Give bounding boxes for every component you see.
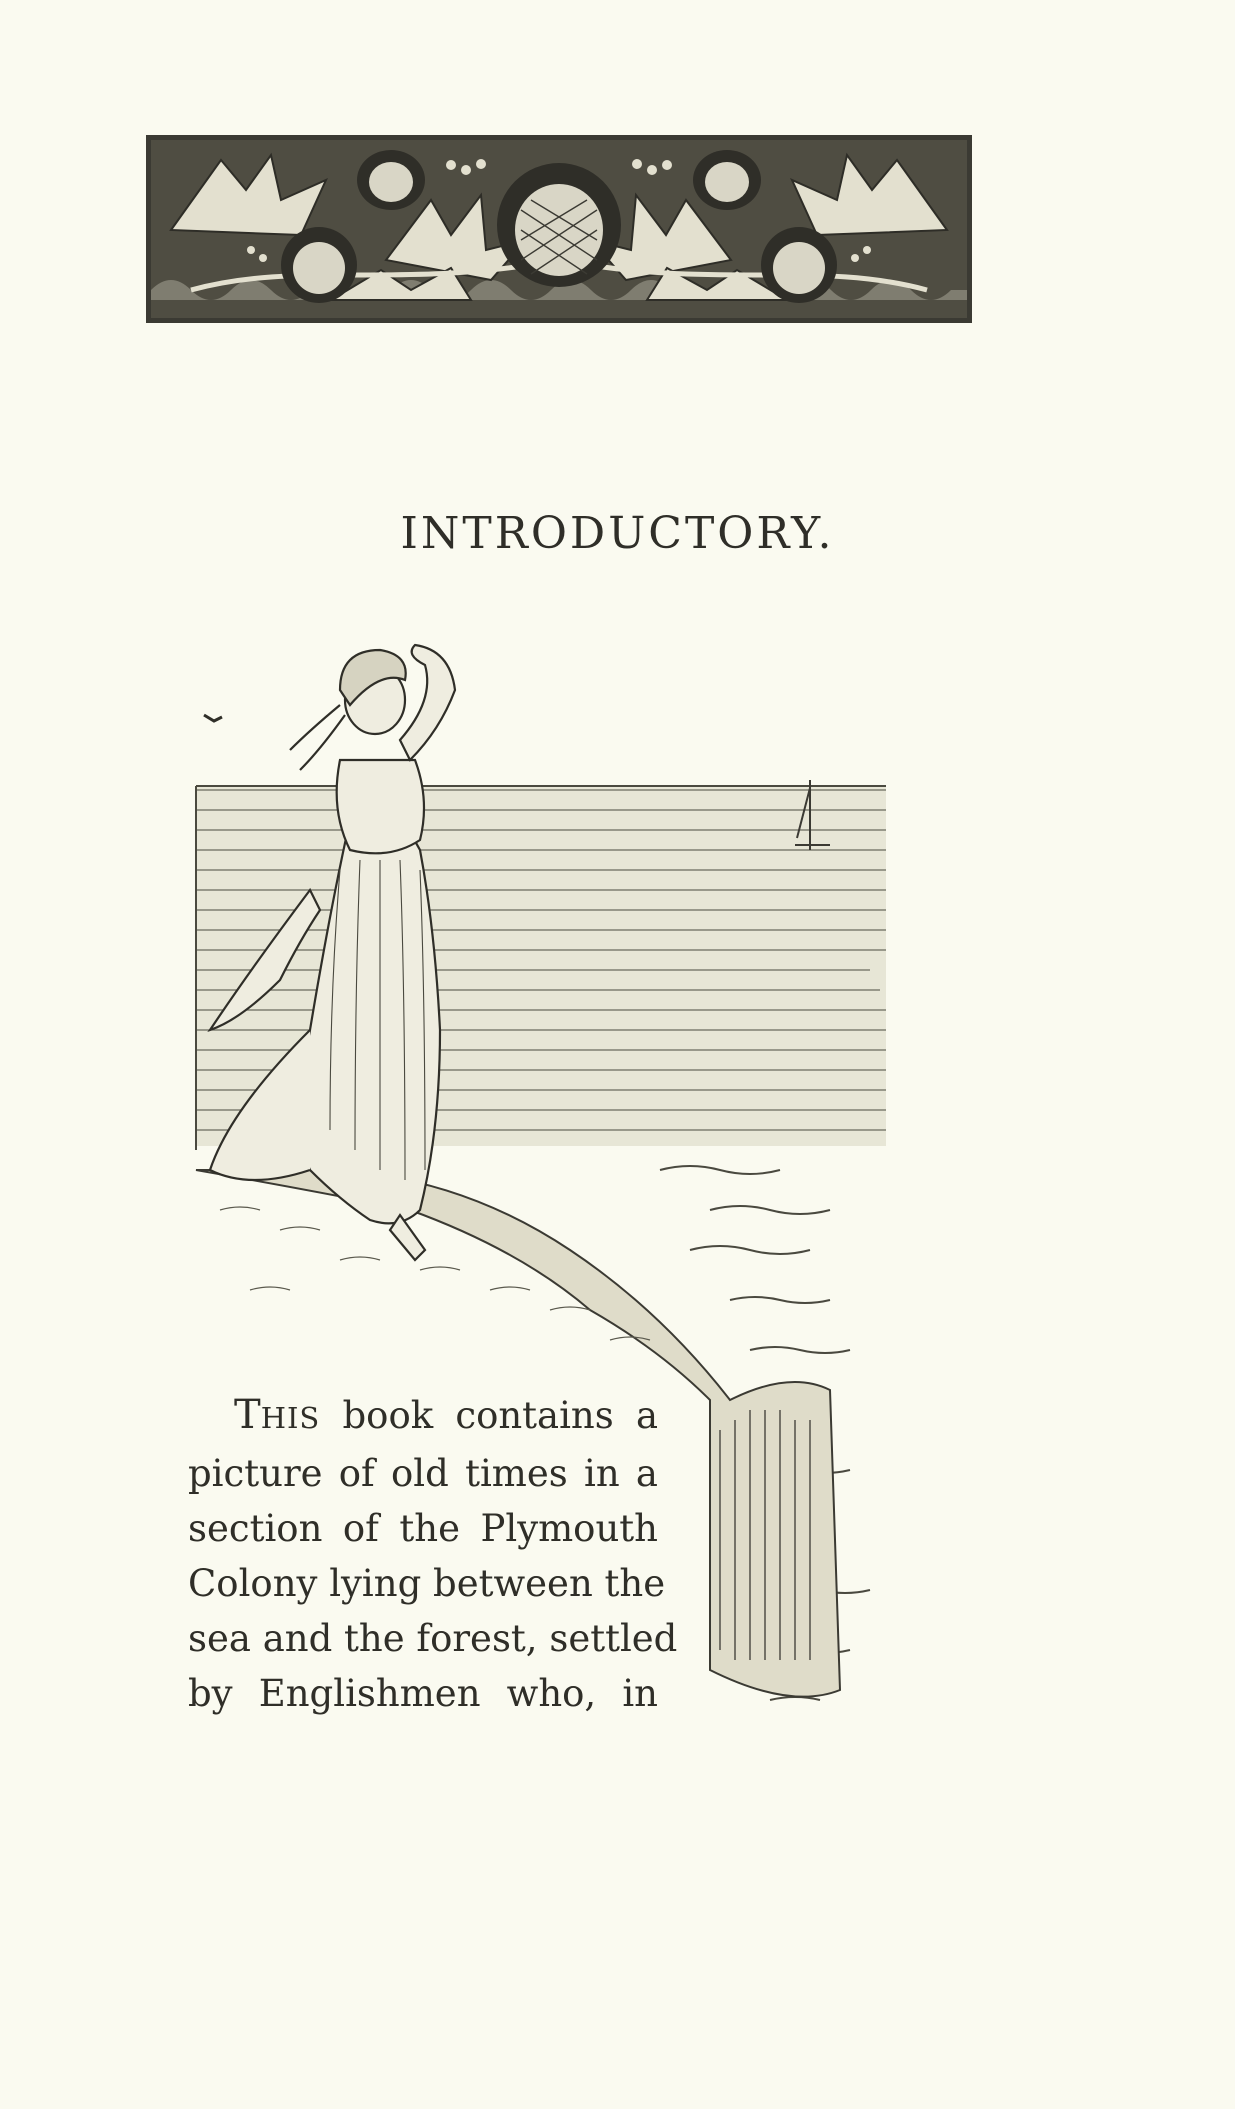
intro-line-1-rest: book contains a — [320, 1394, 658, 1437]
page-title: INTRODUCTORY. — [400, 508, 835, 559]
intro-line-3: section of the Plymouth — [188, 1507, 658, 1550]
drop-word-rest: HIS — [260, 1401, 321, 1435]
intro-paragraph — [188, 1388, 678, 1721]
intro-line-2: picture of old times in a — [188, 1452, 658, 1495]
intro-line-4: Colony lying between the — [188, 1562, 666, 1605]
intro-line-6: by Englishmen who, in — [188, 1672, 658, 1715]
intro-line-1 — [188, 1388, 658, 1446]
drop-word-initial: T — [234, 1392, 261, 1438]
thistle-ornament-icon — [146, 135, 972, 323]
intro-line-5: sea and the forest, settled — [188, 1617, 678, 1660]
